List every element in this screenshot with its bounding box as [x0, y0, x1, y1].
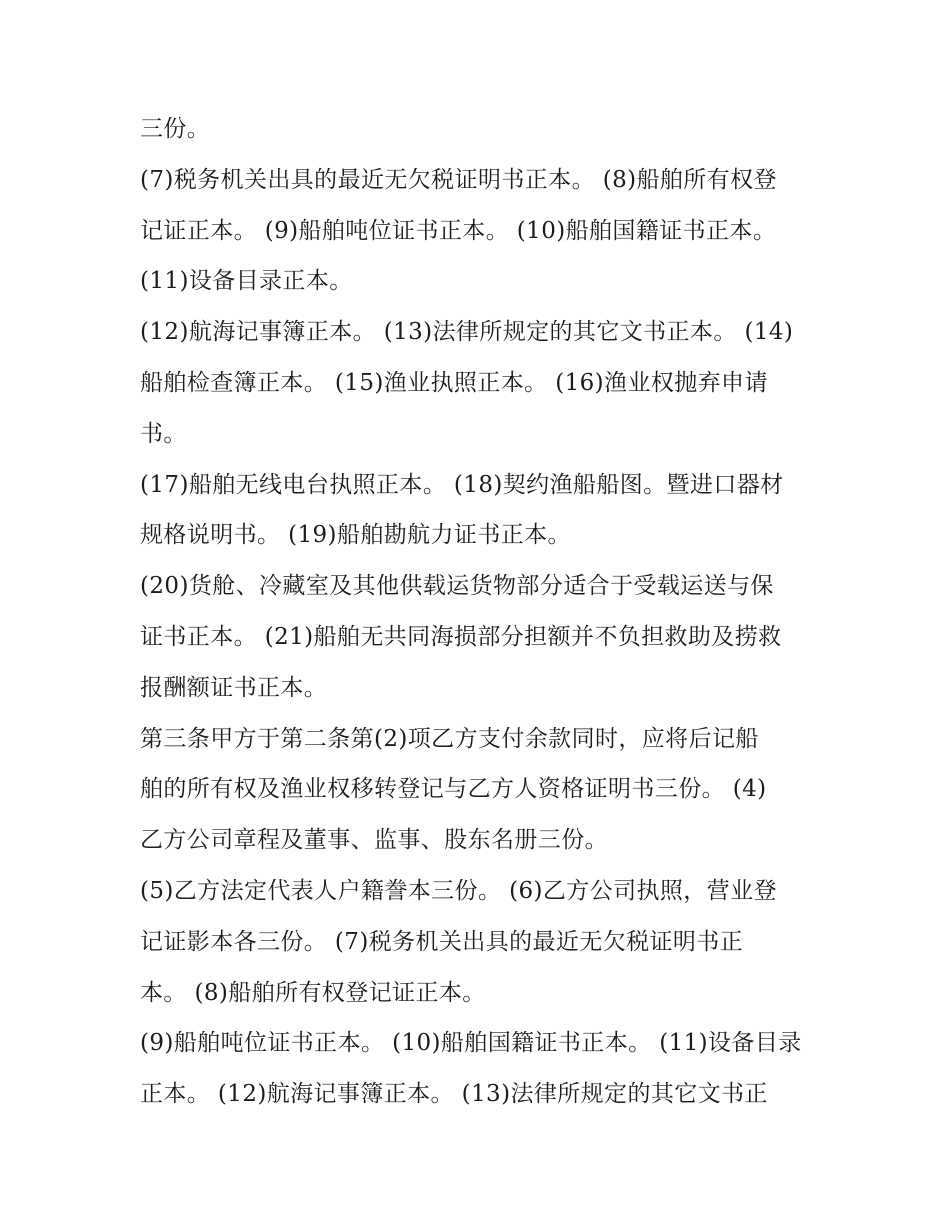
text-line: 规格说明书。 (19)船舶勘航力证书正本。 — [140, 522, 571, 549]
text-line: 第三条甲方于第二条第(2)项乙方支付余款同时，应将后记船 — [140, 725, 759, 752]
document-body — [140, 104, 820, 1120]
text-line: (5)乙方法定代表人户籍誊本三份。 (6)乙方公司执照，营业登 — [140, 877, 777, 904]
text-line: 乙方公司章程及董事、监事、股东名册三份。 — [140, 827, 608, 854]
text-line: (9)船舶吨位证书正本。 (10)船舶国籍证书正本。 (11)设备目录 — [140, 1030, 802, 1057]
text-line: 记证影本各三份。 (7)税务机关出具的最近无欠税证明书正 — [140, 928, 744, 955]
text-line: 船舶检查簿正本。 (15)渔业执照正本。 (16)渔业权抛弃申请 — [140, 369, 768, 396]
text-line: (17)船舶无线电台执照正本。 (18)契约渔船船图。暨进口器材 — [140, 471, 784, 498]
text-line: 本。 (8)船舶所有权登记证正本。 — [140, 979, 486, 1006]
text-line: 证书正本。 (21)船舶无共同海损部分担额并不负担救助及捞救 — [140, 623, 782, 650]
text-line: (11)设备目录正本。 — [140, 268, 353, 295]
text-line: 记证正本。 (9)船舶吨位证书正本。 (10)船舶国籍证书正本。 — [140, 217, 777, 244]
text-line: 舶的所有权及渔业权移转登记与乙方人资格证明书三份。 (4) — [140, 776, 767, 803]
text-line: 报酬额证书正本。 — [140, 674, 328, 701]
text-line: (20)货舱、冷藏室及其他供载运货物部分适合于受载运送与保 — [140, 573, 774, 600]
text-line: 三份。 — [140, 116, 211, 142]
text-line: 书。 — [140, 420, 187, 447]
text-line: 正本。 (12)航海记事簿正本。 (13)法律所规定的其它文书正 — [140, 1081, 768, 1108]
text-line: (7)税务机关出具的最近无欠税证明书正本。 (8)船舶所有权登 — [140, 166, 777, 193]
text-line: (12)航海记事簿正本。 (13)法律所规定的其它文书正本。 (14) — [140, 319, 794, 346]
